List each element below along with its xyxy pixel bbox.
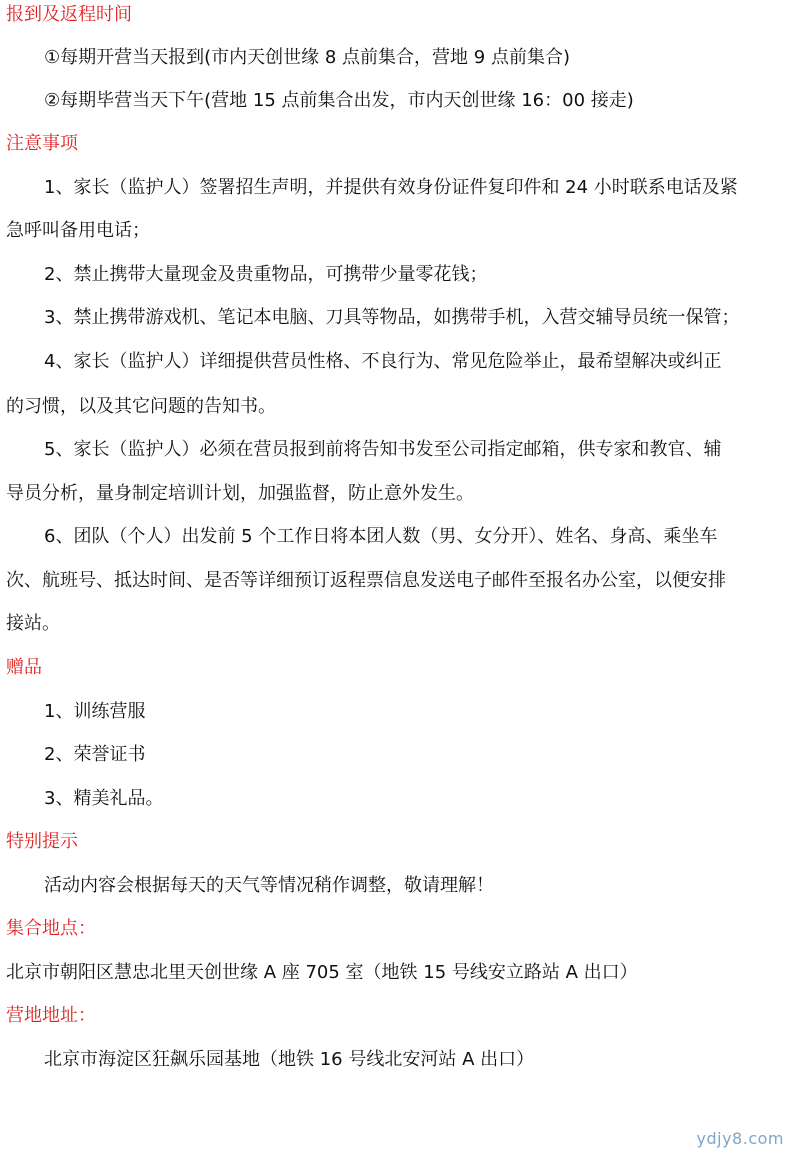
note-1-line-2: 急呼叫备用电话； (6, 220, 150, 241)
note-6-line-3: 接站。 (6, 613, 60, 634)
gift-item-1: 1、训练营服 (44, 701, 146, 722)
note-6-line-1: 6、团队（个人）出发前 5 个工作日将本团人数（男、女分开）、姓名、身高、乘坐车 (44, 526, 718, 547)
camp-heading: 营地地址： (6, 1005, 96, 1026)
notes-heading: 注意事项 (6, 133, 78, 154)
special-text: 活动内容会根据每天的天气等情况稍作调整，敬请理解！ (44, 875, 494, 896)
meeting-address: 北京市朝阳区慧忠北里天创世缘 A 座 705 室（地铁 15 号线安立路站 A 出口） (6, 962, 638, 983)
note-5-line-1: 5、家长（监护人）必须在营员报到前将告知书发至公司指定邮箱，供专家和教官、辅 (44, 439, 722, 460)
camp-address: 北京市海淀区狂飙乐园基地（地铁 16 号线北安河站 A 出口） (44, 1049, 535, 1070)
note-1-line-1: 1、家长（监护人）签署招生声明，并提供有效身份证件复印件和 24 小时联系电话及紧 (44, 177, 738, 198)
checkin-item-2: ②每期毕营当天下午(营地 15 点前集合出发，市内天创世缘 16：00 接走) (44, 90, 634, 111)
note-4-line-1: 4、家长（监护人）详细提供营员性格、不良行为、常见危险举止，最希望解决或纠正 (44, 351, 722, 372)
note-4-line-2: 的习惯，以及其它问题的告知书。 (6, 396, 276, 417)
meeting-heading: 集合地点： (6, 918, 96, 939)
checkin-item-1: ①每期开营当天报到(市内天创世缘 8 点前集合，营地 9 点前集合) (44, 47, 570, 68)
gift-item-3: 3、精美礼品。 (44, 788, 164, 809)
gift-item-2: 2、荣誉证书 (44, 744, 146, 765)
note-2: 2、禁止携带大量现金及贵重物品，可携带少量零花钱； (44, 264, 488, 285)
note-5-line-2: 导员分析，量身制定培训计划，加强监督，防止意外发生。 (6, 483, 474, 504)
special-heading: 特别提示 (6, 831, 78, 852)
checkin-heading: 报到及返程时间 (6, 4, 132, 25)
note-3: 3、禁止携带游戏机、笔记本电脑、刀具等物品，如携带手机，入营交辅导员统一保管； (44, 307, 740, 328)
note-6-line-2: 次、航班号、抵达时间、是否等详细预订返程票信息发送电子邮件至报名办公室，以便安排 (6, 570, 726, 591)
gifts-heading: 赠品 (6, 657, 42, 678)
watermark: ydjy8.com (696, 1129, 784, 1148)
